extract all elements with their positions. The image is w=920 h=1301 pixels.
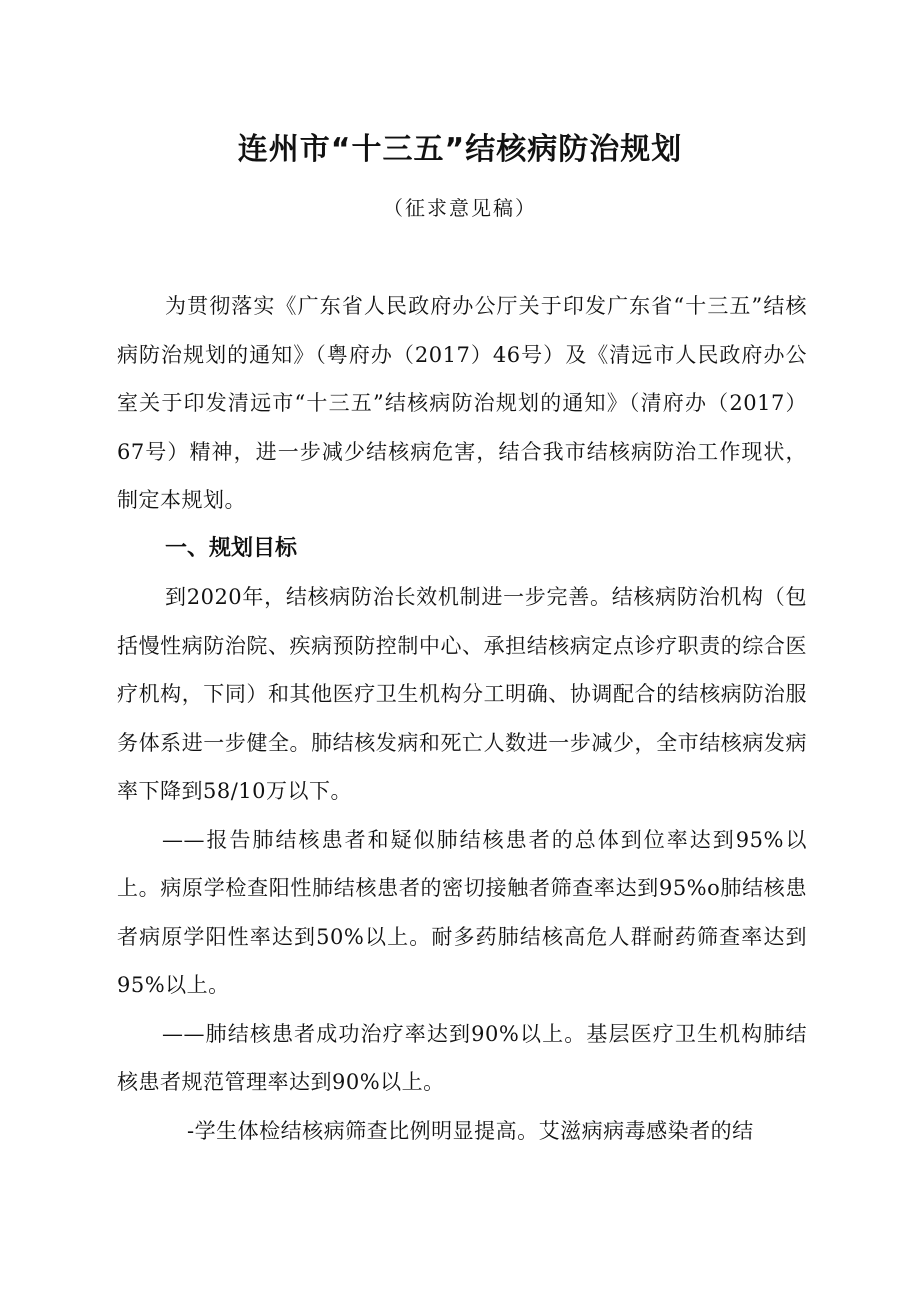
goal-item-treatment: ——肺结核患者成功治疗率达到90%以上。基层医疗卫生机构肺结核患者规范管理率达到90%以上。 bbox=[117, 1021, 807, 1094]
document-subtitle: （征求意见稿） bbox=[383, 196, 537, 220]
document-body bbox=[117, 282, 807, 1155]
section-heading-goals: 一、规划目标 bbox=[165, 535, 298, 561]
intro-paragraph: 为贯彻落实《广东省人民政府办公厅关于印发广东省“十三五”结核病防治规划的通知》（粤府办（2017）46号）及《清远市人民政府办公室关于印发清远市“十三五”结核病防治规划的通知》（清府办（2017）67号）精神，进一步减少结核病危害，结合我市结核病防治工作现状，制定本规划。 bbox=[117, 294, 807, 512]
document-title: 连州市“十三五”结核病防治规划 bbox=[237, 132, 683, 167]
goal-item-screening: -学生体检结核病筛查比例明显提高。艾滋病病毒感染者的结 bbox=[187, 1118, 754, 1143]
goal-item-reporting: ——报告肺结核患者和疑似肺结核患者的总体到位率达到95%以上。病原学检查阳性肺结核患者的密切接触者筛查率达到95%o肺结核患者病原学阳性率达到50%以上。耐多药肺结核高危人群耐药筛查率达到95%以上。 bbox=[117, 827, 807, 997]
goals-paragraph: 到2020年，结核病防治长效机制进一步完善。结核病防治机构（包括慢性病防治院、疾病预防控制中心、承担结核病定点诊疗职责的综合医疗机构，下同）和其他医疗卫生机构分工明确、协调配合的结核病防治服务体系进一步健全。肺结核发病和死亡人数进一步减少，全市结核病发病率下降到58/10万以下。 bbox=[117, 585, 807, 803]
